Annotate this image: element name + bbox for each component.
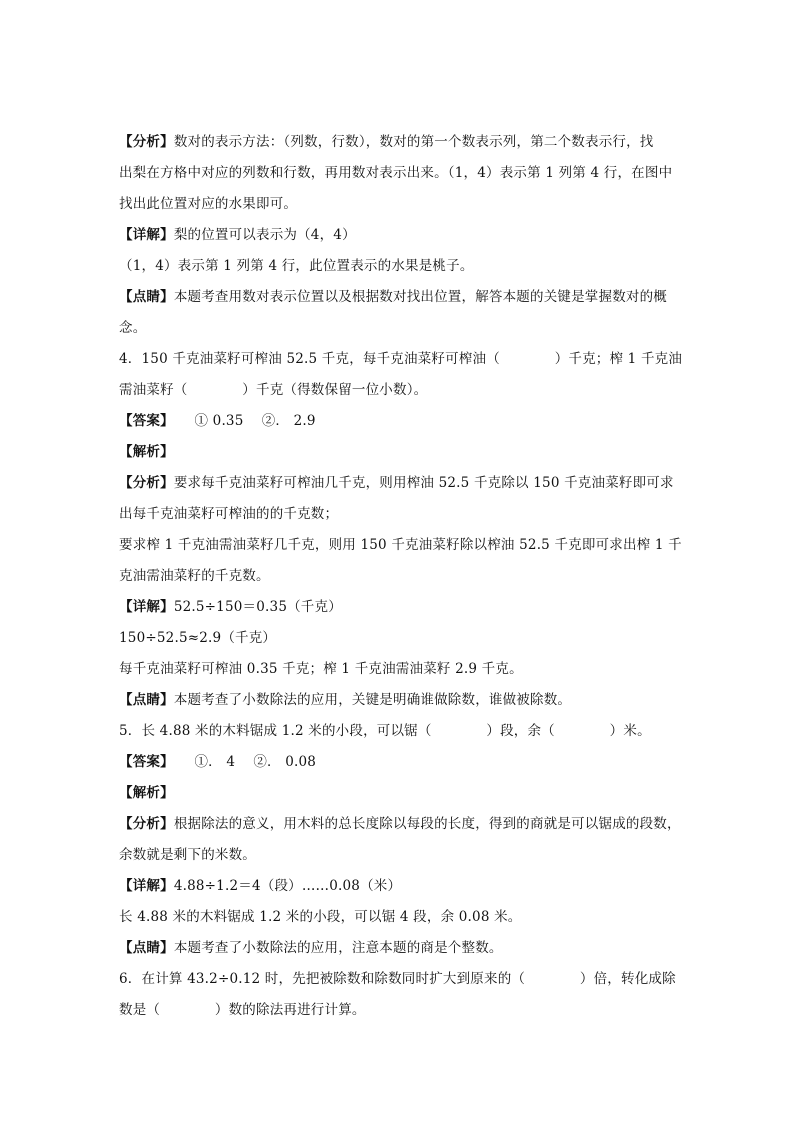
line-text: 本题考查了小数除法的应用，注意本题的商是个整数。 [173, 940, 503, 956]
line-text: 150÷52.5≈2.9（千克） [119, 630, 277, 646]
text-line [119, 597, 679, 617]
section-tag: 【解析】 [119, 785, 174, 801]
line-text: 要求榨 1 千克油需油菜籽几千克，则用 150 千克油菜籽除以榨油 52.5 千克即可求出榨 1 千 [119, 537, 682, 553]
line-text: 克油需油菜籽的千克数。 [119, 568, 270, 584]
line-text: 5．长 4.88 米的木料锯成 1.2 米的小段，可以锯（ ）段，余（ ）米。 [119, 723, 651, 739]
line-text: 梨的位置可以表示为（4，4） [173, 227, 356, 243]
text-line [119, 783, 679, 803]
text-line [119, 504, 679, 524]
text-line [119, 442, 679, 462]
text-line [119, 907, 679, 927]
answer-line [119, 411, 679, 431]
line-text: 念。 [119, 320, 147, 336]
section-tag: 【详解】 [119, 878, 174, 894]
text-line [119, 566, 679, 586]
line-text: 需油菜籽（ ）千克（得数保留一位小数）。 [119, 382, 428, 398]
section-tag: 【解析】 [119, 444, 174, 460]
section-tag: 【答案】 [119, 413, 168, 429]
line-text: 52.5÷150＝0.35（千克） [173, 599, 342, 615]
question-line [119, 721, 679, 741]
section-tag: 【详解】 [119, 227, 174, 243]
section-tag: 【分析】 [119, 816, 174, 832]
question-line [119, 1000, 679, 1020]
line-text: 根据除法的意义，用木料的总长度除以每段的长度，得到的商就是可以锯成的段数， [173, 816, 681, 832]
text-line [119, 132, 679, 152]
line-text: （1，4）表示第 1 列第 4 行，此位置表示的水果是桃子。 [119, 258, 474, 274]
line-text: 长 4.88 米的木料锯成 1.2 米的小段，可以锯 4 段，余 0.08 米。 [119, 909, 522, 925]
text-line [119, 690, 679, 710]
line-text: 出每千克油菜籽可榨油的的千克数； [119, 506, 339, 522]
answer-line [119, 752, 679, 772]
text-line [119, 876, 679, 896]
section-tag: 【点睛】 [119, 940, 174, 956]
text-line [119, 938, 679, 958]
line-text: 找出此位置对应的水果即可。 [119, 196, 298, 212]
section-tag: 【分析】 [119, 134, 174, 150]
text-line [119, 318, 679, 338]
section-tag: 【答案】 [119, 754, 168, 770]
line-text: 本题考查了小数除法的应用，关键是明确谁做除数，谁做被除数。 [173, 692, 572, 708]
text-line [119, 845, 679, 865]
line-text: 6．在计算 43.2÷0.12 时，先把被除数和除数同时扩大到原来的（ ）倍，转化成除 [119, 971, 676, 987]
line-text: 每千克油菜籽可榨油 0.35 千克；榨 1 千克油需油菜籽 2.9 千克。 [119, 661, 523, 677]
question-line [119, 380, 679, 400]
line-text: 4．150 千克油菜籽可榨油 52.5 千克，每千克油菜籽可榨油（ ）千克；榨 1 千克油 [119, 351, 683, 367]
section-tag: 【分析】 [119, 475, 174, 491]
question-line [119, 349, 683, 369]
line-text: 出梨在方格中对应的列数和行数，再用数对表示出来。（1，4）表示第 1 列第 4 行，在图中 [119, 165, 673, 181]
line-text: 数是（ ）数的除法再进行计算。 [119, 1002, 366, 1018]
section-tag: 【详解】 [119, 599, 174, 615]
line-text: ① 0.35 ②． 2.9 [167, 413, 316, 429]
text-line [119, 256, 679, 276]
text-line [119, 225, 679, 245]
text-line [119, 287, 679, 307]
line-text: 4.88÷1.2＝4（段）……0.08（米） [173, 878, 402, 894]
text-line [119, 628, 679, 648]
line-text: 余数就是剩下的米数。 [119, 847, 256, 863]
line-text: 数对的表示方法：（列数，行数），数对的第一个数表示列，第二个数表示行，找 [173, 134, 654, 150]
line-text: 本题考查用数对表示位置以及根据数对找出位置，解答本题的关键是掌握数对的概 [173, 289, 668, 305]
text-line [119, 163, 679, 183]
text-line [119, 473, 679, 493]
text-line [119, 194, 679, 214]
text-line [119, 814, 679, 834]
section-tag: 【点睛】 [119, 692, 174, 708]
line-text: 要求每千克油菜籽可榨油几千克，则用榨油 52.5 千克除以 150 千克油菜籽即可求 [173, 475, 674, 491]
text-line [119, 659, 679, 679]
question-line [119, 969, 679, 989]
line-text: ①． 4 ②． 0.08 [167, 754, 317, 770]
text-line [119, 535, 682, 555]
section-tag: 【点睛】 [119, 289, 174, 305]
